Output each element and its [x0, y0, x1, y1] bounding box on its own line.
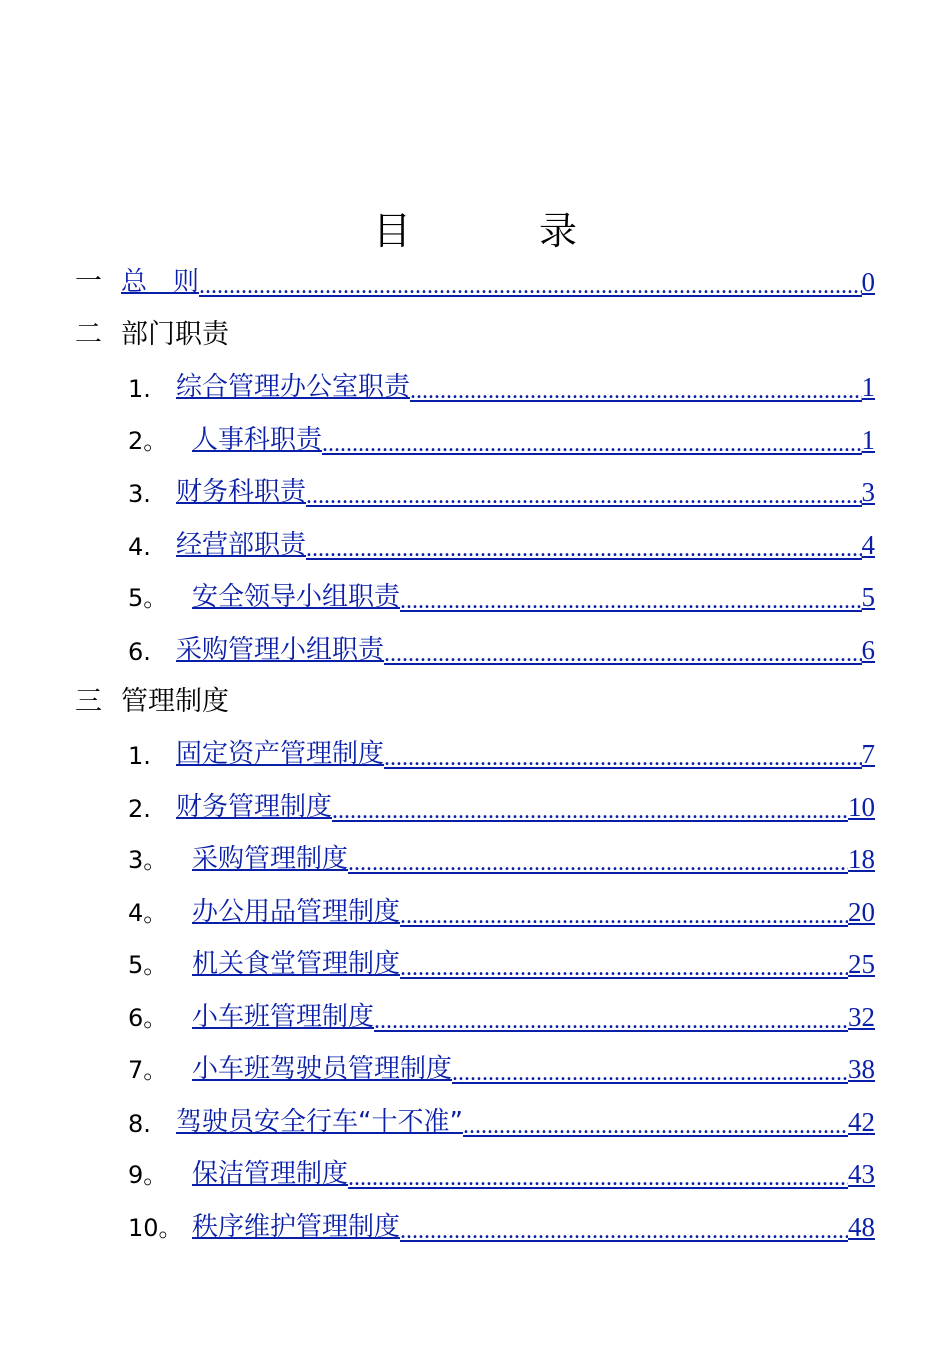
dept-entry — [128, 573, 875, 613]
page-number: 43 — [848, 1159, 875, 1189]
toc-link[interactable] — [192, 838, 875, 875]
page-number: 1 — [861, 424, 875, 455]
toc-link[interactable] — [176, 629, 875, 666]
section-number: 三 — [75, 686, 102, 717]
dot-leader — [384, 642, 861, 666]
mgmt-entry — [128, 1150, 875, 1190]
page-number: 3 — [861, 477, 875, 507]
dot-leader — [400, 1219, 848, 1243]
toc-label: 办公用品管理制度 — [192, 896, 401, 927]
dot-leader — [463, 1114, 848, 1138]
mgmt-entry — [128, 730, 875, 770]
dot-leader — [400, 956, 848, 980]
toc-link[interactable] — [192, 943, 875, 980]
item-number: 1. — [128, 742, 151, 770]
dept-entry — [128, 363, 875, 403]
toc-label: 秩序维护管理制度 — [192, 1211, 401, 1242]
section-heading-dept — [75, 312, 229, 351]
toc-link[interactable] — [192, 1206, 875, 1243]
toc-link[interactable] — [192, 1048, 875, 1085]
toc-label: 机关食堂管理制度 — [192, 949, 401, 979]
item-number: 6。 — [128, 1003, 168, 1032]
toc-link[interactable] — [176, 1101, 875, 1138]
dot-leader — [410, 379, 861, 403]
toc-label: 经营部职责 — [176, 529, 307, 560]
page-number: 20 — [848, 896, 875, 927]
toc-label: 财务管理制度 — [176, 791, 333, 822]
toc-label: 小车班驾驶员管理制度 — [192, 1054, 453, 1084]
dot-leader — [306, 537, 861, 561]
toc-link[interactable] — [176, 471, 875, 508]
toc-link[interactable] — [192, 576, 875, 613]
toc-label: 人事科职责 — [192, 424, 323, 455]
toc-label: 综合管理办公室职责 — [176, 372, 411, 402]
page-number: 0 — [861, 267, 875, 297]
item-number: 7。 — [128, 1056, 168, 1084]
item-number: 5。 — [128, 951, 168, 979]
dept-entry — [128, 626, 875, 666]
dot-leader — [400, 904, 848, 928]
section-label: 部门职责 — [121, 319, 229, 350]
dept-entry — [128, 416, 875, 456]
page-number: 4 — [861, 529, 875, 560]
toc-link[interactable] — [176, 733, 875, 770]
section-label: 管理制度 — [121, 686, 229, 717]
mgmt-entry — [128, 940, 875, 980]
page-number: 25 — [848, 949, 875, 979]
item-number: 9。 — [128, 1161, 168, 1189]
mgmt-entry — [128, 888, 875, 928]
page-number: 10 — [848, 791, 875, 822]
item-number: 5。 — [128, 584, 168, 612]
toc-label: 保洁管理制度 — [192, 1159, 349, 1189]
item-number: 4。 — [128, 898, 168, 927]
page-number: 38 — [848, 1054, 875, 1084]
toc-label: 驾驶员安全行车“十不准” — [176, 1106, 463, 1137]
toc-label: 总 则 — [121, 267, 200, 297]
page-number: 5 — [861, 582, 875, 612]
mgmt-entry — [128, 993, 875, 1033]
item-number: 2. — [128, 794, 151, 823]
mgmt-entry — [128, 1203, 875, 1243]
dot-leader — [400, 589, 861, 613]
dept-entry — [128, 468, 875, 508]
page-number: 18 — [848, 844, 875, 874]
dot-leader — [348, 851, 848, 875]
toc-label: 财务科职责 — [176, 477, 307, 507]
toc-label: 采购管理制度 — [192, 844, 349, 874]
item-number: 8. — [128, 1109, 151, 1138]
section-number: 二 — [75, 319, 102, 350]
mgmt-entry — [128, 1045, 875, 1085]
toc-link[interactable] — [192, 891, 875, 928]
item-number: 3。 — [128, 846, 168, 874]
dot-leader — [322, 432, 861, 456]
toc-title: 目 录 — [372, 209, 636, 253]
toc-link[interactable] — [176, 786, 875, 823]
toc-label: 小车班管理制度 — [192, 1001, 375, 1032]
toc-link[interactable] — [192, 1153, 875, 1190]
item-number: 10。 — [128, 1213, 183, 1242]
toc-entry-general — [75, 258, 875, 298]
dept-entry — [128, 521, 875, 561]
item-number: 4. — [128, 532, 151, 561]
mgmt-entry — [128, 1098, 875, 1138]
toc-link-general[interactable] — [121, 261, 875, 298]
dot-leader — [452, 1061, 848, 1085]
item-number: 6. — [128, 637, 151, 666]
toc-link[interactable] — [192, 996, 875, 1033]
page-number: 42 — [848, 1106, 875, 1137]
page-number: 1 — [861, 372, 875, 402]
mgmt-entry — [128, 835, 875, 875]
dot-leader — [384, 746, 861, 770]
item-number: 1. — [128, 375, 151, 403]
item-number: 3. — [128, 480, 151, 508]
page-number: 32 — [848, 1001, 875, 1032]
dot-leader — [374, 1009, 848, 1033]
dot-leader — [306, 484, 861, 508]
toc-label: 固定资产管理制度 — [176, 739, 385, 769]
dot-leader — [199, 274, 861, 298]
section-number: 一 — [75, 266, 102, 297]
toc-link[interactable] — [192, 419, 875, 456]
item-number: 2。 — [128, 426, 168, 455]
dot-leader — [332, 799, 848, 823]
dot-leader — [348, 1166, 848, 1190]
section-heading-mgmt — [75, 679, 229, 718]
page-number: 48 — [848, 1211, 875, 1242]
mgmt-entry — [128, 783, 875, 823]
page-number: 7 — [861, 739, 875, 769]
page-number: 6 — [861, 634, 875, 665]
toc-label: 安全领导小组职责 — [192, 582, 401, 612]
toc-label: 采购管理小组职责 — [176, 634, 385, 665]
toc-link[interactable] — [176, 524, 875, 561]
toc-link[interactable] — [176, 366, 875, 403]
